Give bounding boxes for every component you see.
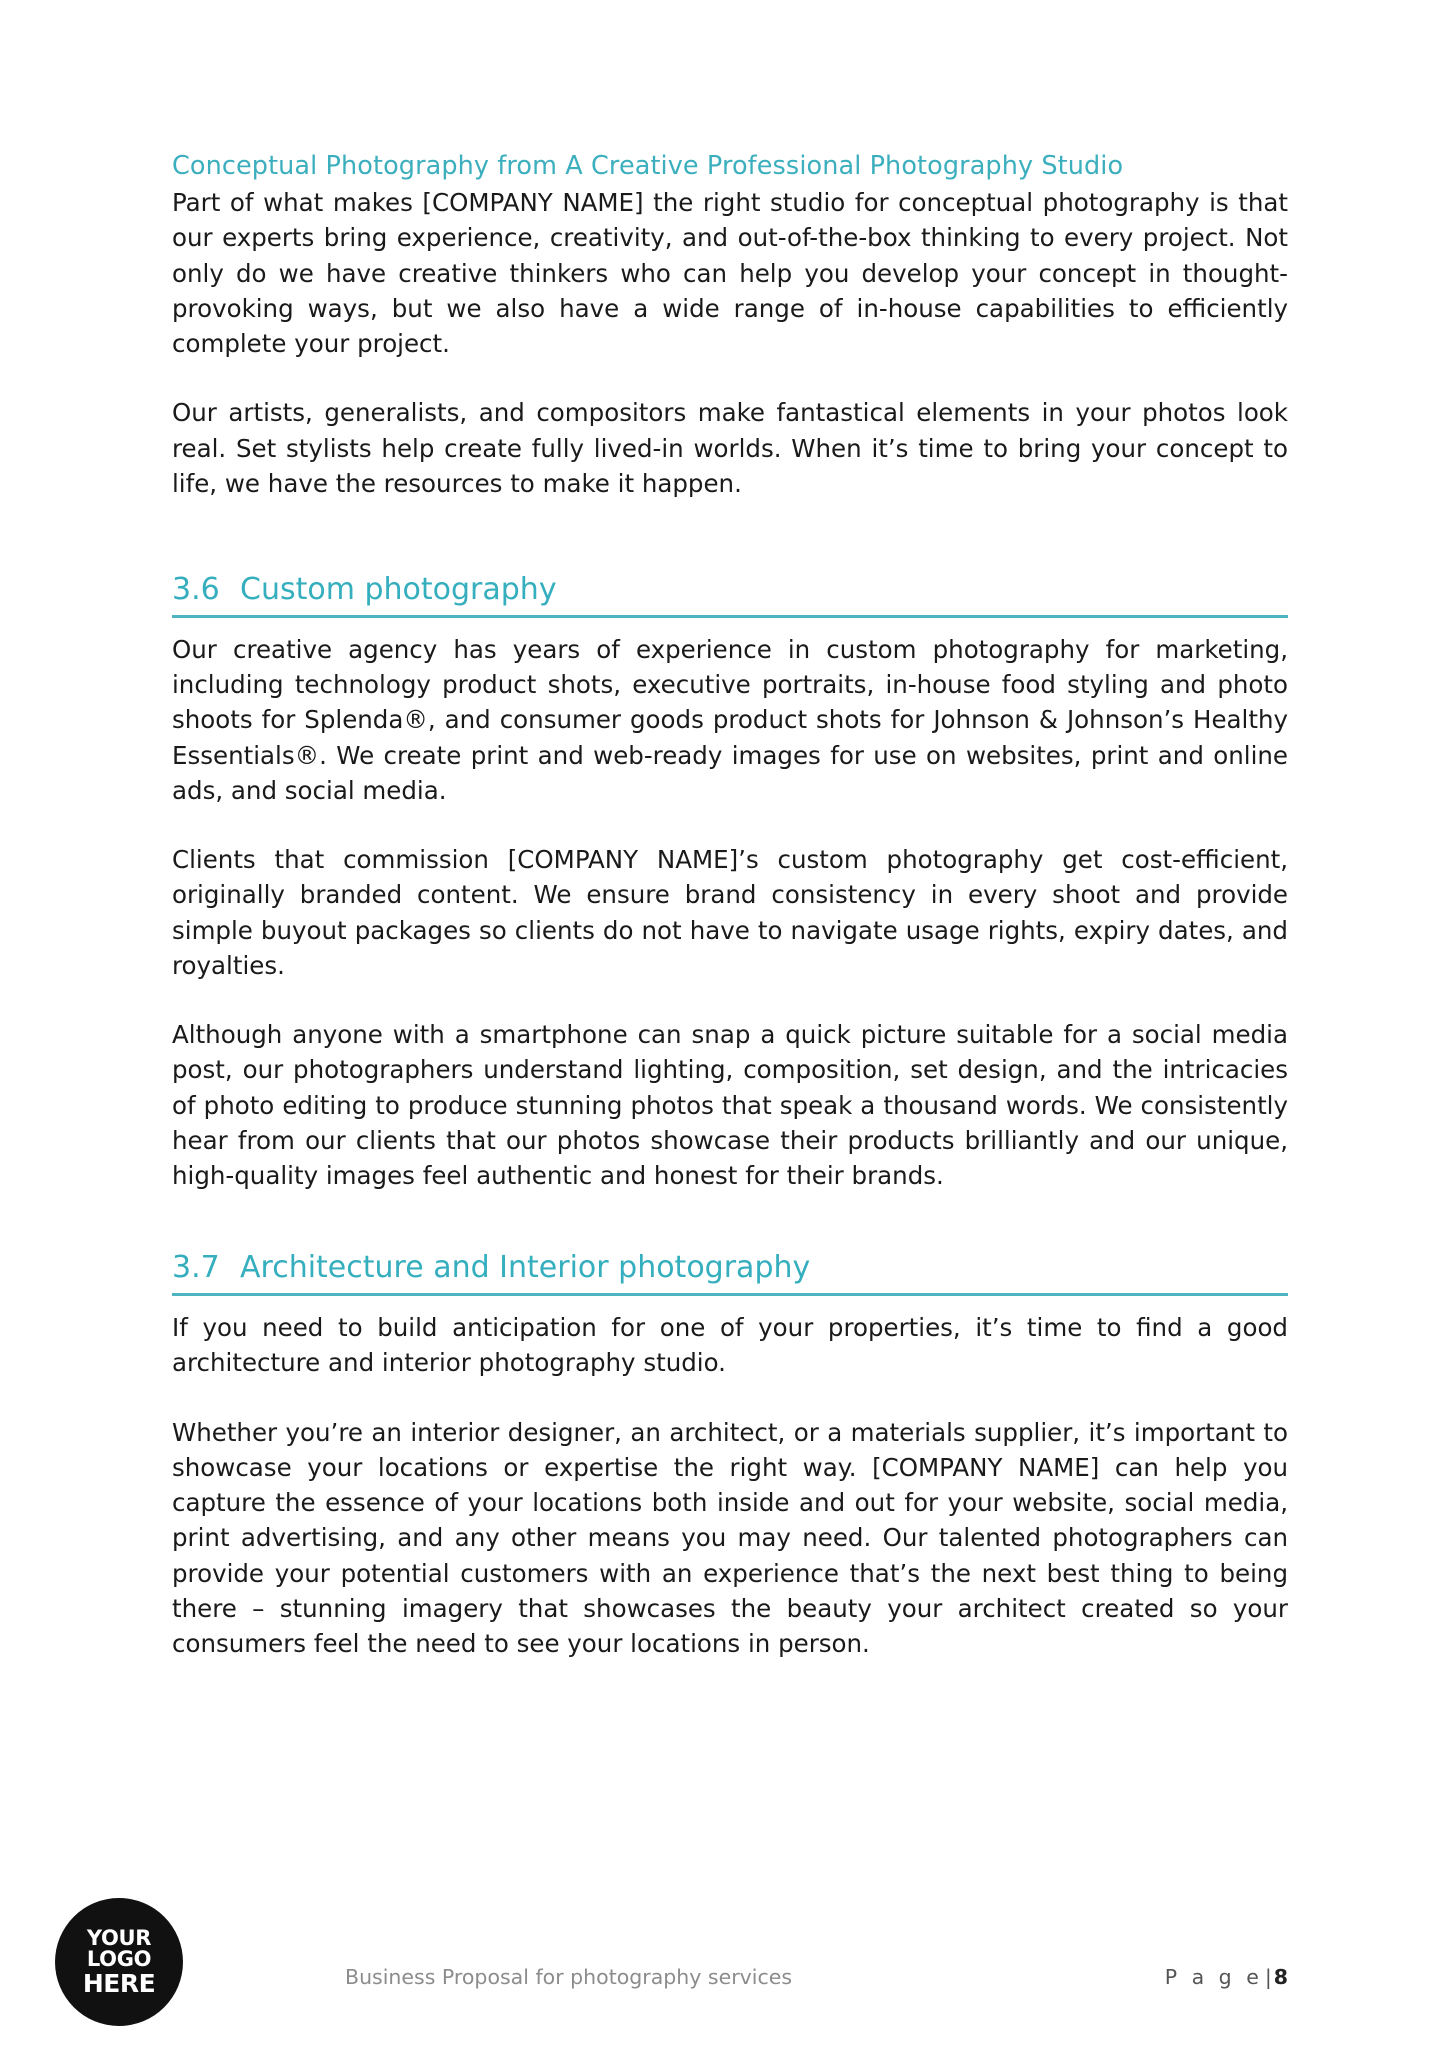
- section-3-6-paragraph-1: Our creative agency has years of experience in custom photography for marketing, including technology product shots, executive portraits, in-house food styling and photo shoots for Splenda®, and consumer goods product shots for Johnson & Johnson’s Healthy Essentials®. We create print and web-ready images for use on websites, print and online ads, and social media.: [172, 634, 1288, 805]
- section-3-6-paragraph-3: Although anyone with a smartphone can snap a quick picture suitable for a social media post, our photographers understand lighting, composition, set design, and the intricacies of photo editing to produce stunning photos that speak a thousand words. We consistently hear from our clients that our photos showcase their products brilliantly and our unique, high-quality images feel authentic and honest for their brands.: [172, 1020, 1288, 1191]
- page-separator: |: [1264, 1965, 1272, 1989]
- section-3-7-number: 3.7: [172, 1250, 220, 1286]
- intro-paragraph-2: Our artists, generalists, and compositors make fantastical elements in your photos look real. Set stylists help create fully lived-in worlds. When it’s time to bring your concept to life, we have the resources to make it happen.: [172, 398, 1288, 498]
- section-3-7-heading: [172, 1249, 1288, 1293]
- page-content: [172, 150, 1288, 1661]
- logo-line-3: HERE: [82, 1968, 156, 1998]
- logo-line-1: YOUR: [86, 1925, 152, 1950]
- section-3-7: [172, 1249, 1288, 1296]
- footer-page-number: [1165, 1962, 1288, 1992]
- intro-paragraph-1: Part of what makes [COMPANY NAME] the right studio for conceptual photography is that our experts bring experience, creativity, and out-of-the-box thinking to every project. Not only do we have creative thinkers who can help you develop your concept in thought-provoking ways, but we also have a wide range of in-house capabilities to efficiently complete your project.: [172, 188, 1288, 359]
- paragraph-spacer: [172, 808, 1288, 842]
- section-3-6-paragraph-2: Clients that commission [COMPANY NAME]’s custom photography get cost-efficient, originally branded content. We ensure brand consistency in every shoot and provide simple buyout packages so clients do not have to navigate usage rights, expiry dates, and royalties.: [172, 845, 1288, 980]
- section-3-6-number: 3.6: [172, 572, 220, 608]
- section-3-6-rule: [172, 615, 1288, 618]
- page-label: P a g e: [1164, 1965, 1263, 1989]
- section-3-7-paragraph-1: If you need to build anticipation for one of your properties, it’s time to find a good architecture and interior photography studio.: [172, 1312, 1288, 1378]
- paragraph-spacer: [172, 1381, 1288, 1415]
- logo-line-2: LOGO: [86, 1947, 152, 1972]
- page-footer: [0, 1962, 1448, 2002]
- page-number-value: 8: [1273, 1965, 1288, 1989]
- section-3-7-title: Architecture and Interior photography: [240, 1250, 811, 1286]
- section-3-7-paragraph-2: Whether you’re an interior designer, an architect, or a materials supplier, it’s important to showcase your locations or expertise the right way. [COMPANY NAME] can help you capture the essence of your locations both inside and out for your website, social media, print advertising, and any other means you may need. Our talented photographers can provide your potential customers with an experience that’s the next best thing to being there – stunning imagery that showcases the beauty your architect created so your consumers feel the need to see your locations in person.: [172, 1417, 1288, 1659]
- footer-document-title: Business Proposal for photography services: [345, 1965, 793, 1989]
- section-spacer: [172, 501, 1288, 571]
- section-spacer: [172, 1193, 1288, 1249]
- paragraph-spacer: [172, 983, 1288, 1017]
- section-3-6: [172, 571, 1288, 618]
- section-3-7-rule: [172, 1293, 1288, 1296]
- section-3-6-title: Custom photography: [240, 572, 557, 608]
- section-3-6-heading: [172, 571, 1288, 615]
- conceptual-photography-subheading: Conceptual Photography from A Creative Professional Photography Studio: [172, 151, 1124, 181]
- paragraph-spacer: [172, 361, 1288, 395]
